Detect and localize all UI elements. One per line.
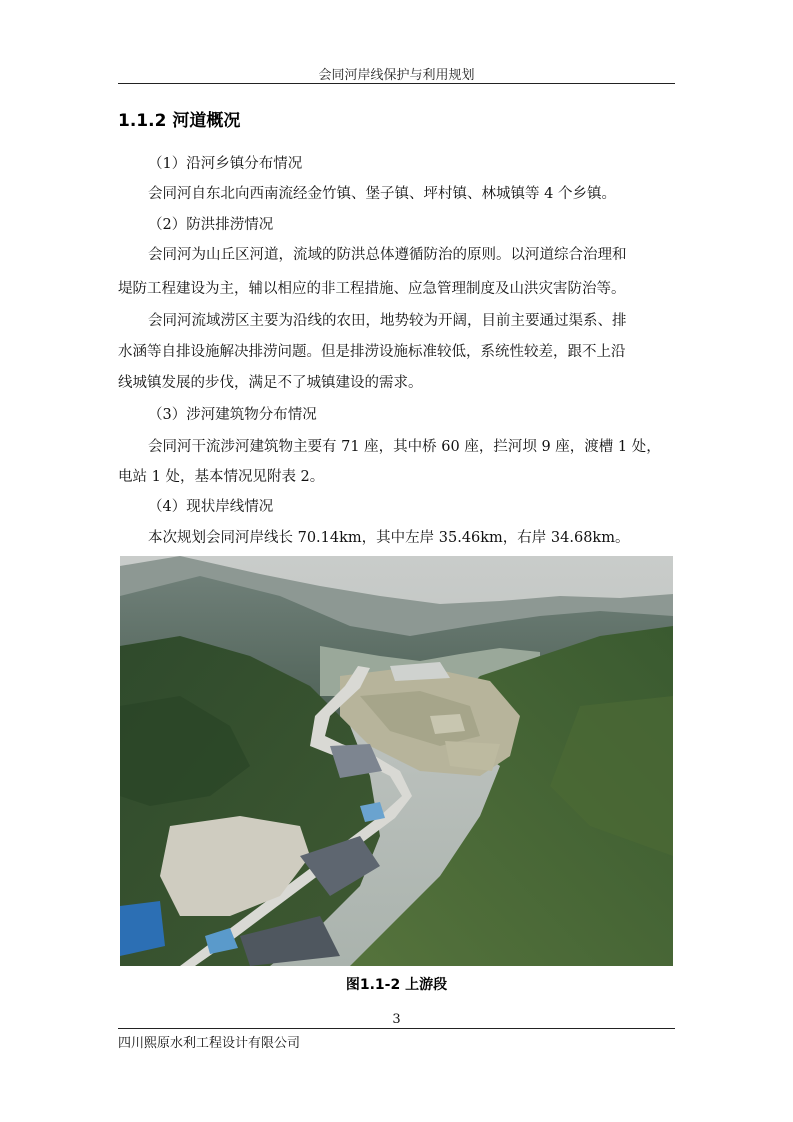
paragraph-structures-line-1: 会同河干流涉河建筑物主要有 71 座，其中桥 60 座，拦河坝 9 座，渡槽 1 处， bbox=[148, 439, 661, 455]
paragraph-drainage-line-2: 水涵等自排设施解决排涝问题。但是排涝设施标准较低，系统性较差，跟不上沿 bbox=[118, 344, 626, 360]
subsection-title-structures: （3）涉河建筑物分布情况 bbox=[148, 407, 317, 423]
figure-caption: 图1.1-2 上游段 bbox=[345, 977, 448, 993]
paragraph-flood-line-1: 会同河为山丘区河道，流域的防洪总体遵循防治的原则。以河道综合治理和 bbox=[148, 247, 627, 263]
paragraph-drainage-line-3: 线城镇发展的步伐，满足不了城镇建设的需求。 bbox=[118, 375, 423, 391]
subsection-title-flood: （2）防洪排涝情况 bbox=[148, 217, 274, 233]
paragraph-towns: 会同河自东北向西南流经金竹镇、堡子镇、坪村镇、林城镇等 4 个乡镇。 bbox=[148, 186, 616, 202]
aerial-photo-upstream bbox=[120, 556, 673, 966]
header-divider bbox=[118, 83, 675, 84]
subsection-title-shoreline: （4）现状岸线情况 bbox=[148, 499, 274, 515]
subsection-title-towns: （1）沿河乡镇分布情况 bbox=[148, 156, 303, 172]
footer-company: 四川熙原水利工程设计有限公司 bbox=[118, 1036, 301, 1051]
paragraph-flood-line-2: 堤防工程建设为主，辅以相应的非工程措施、应急管理制度及山洪灾害防治等。 bbox=[118, 281, 626, 297]
running-header: 会同河岸线保护与利用规划 bbox=[318, 68, 475, 83]
paragraph-drainage-line-1: 会同河流域涝区主要为沿线的农田，地势较为开阔，目前主要通过渠系、排 bbox=[148, 313, 627, 329]
paragraph-shoreline: 本次规划会同河岸线长 70.14km，其中左岸 35.46km，右岸 34.68km。 bbox=[148, 530, 630, 546]
paragraph-structures-line-2: 电站 1 处，基本情况见附表 2。 bbox=[118, 469, 325, 485]
footer-divider bbox=[118, 1028, 675, 1029]
section-heading: 1.1.2 河道概况 bbox=[118, 111, 241, 131]
page-number: 3 bbox=[392, 1012, 401, 1027]
